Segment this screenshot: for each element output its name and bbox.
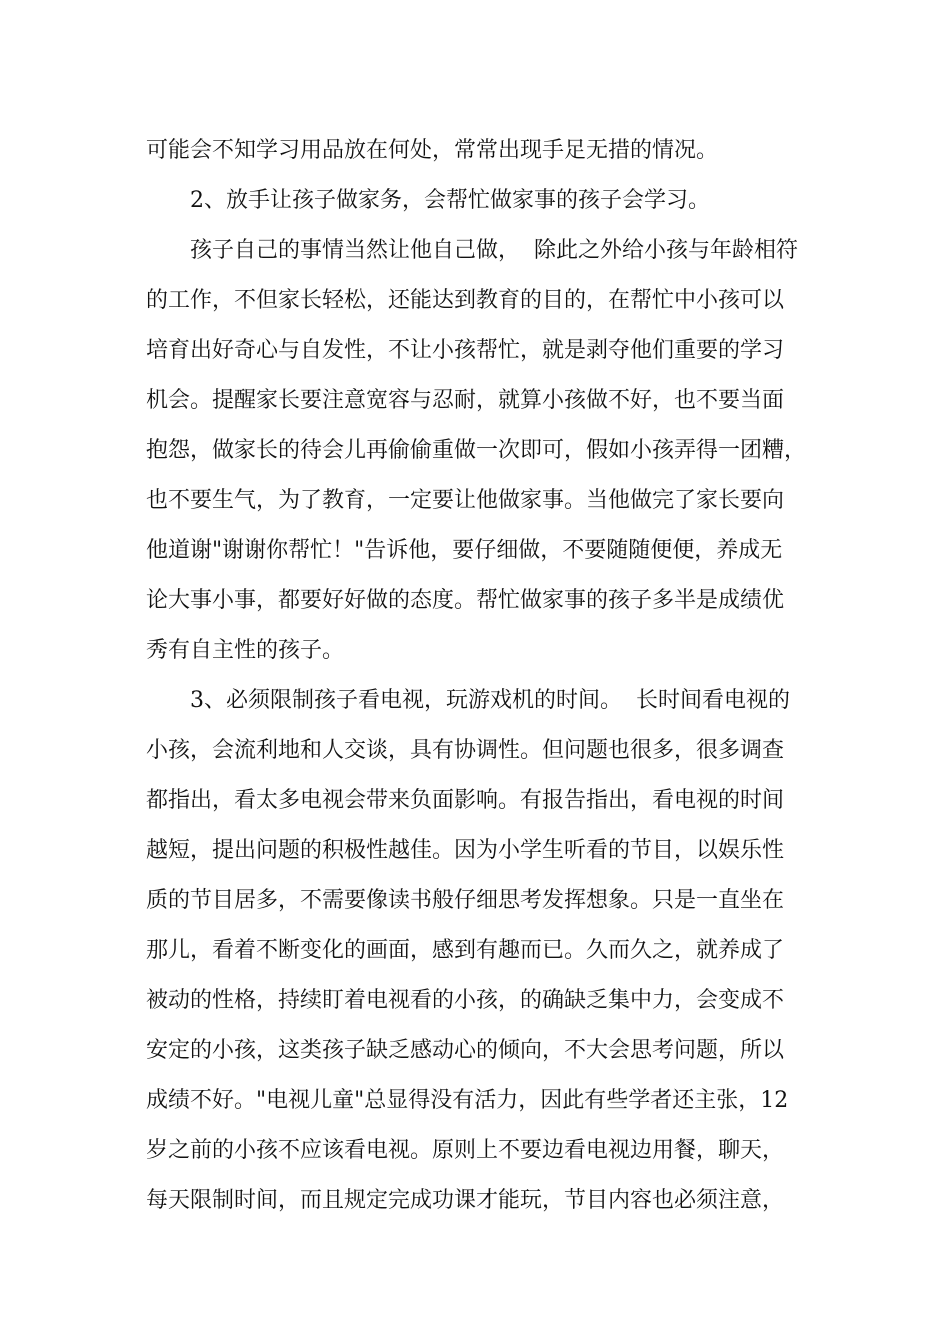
section-heading-3: 3、必须限制孩子看电视，玩游戏机的时间。 长时间看电视的: [190, 688, 790, 713]
paragraph-line: 培育出好奇心与自发性，不让小孩帮忙，就是剥夺他们重要的学习: [146, 338, 785, 363]
paragraph-line: 那儿，看着不断变化的画面，感到有趣而已。久而久之，就养成了: [146, 938, 785, 963]
paragraph-line: 岁之前的小孩不应该看电视。原则上不要边看电视边用餐，聊天，: [146, 1138, 785, 1163]
paragraph-line: 小孩，会流利地和人交谈，具有协调性。但问题也很多，很多调查: [146, 738, 785, 763]
paragraph-line: 每天限制时间，而且规定完成功课才能玩，节目内容也必须注意，: [146, 1188, 785, 1213]
paragraph-line: 孩子自己的事情当然让他自己做， 除此之外给小孩与年龄相符: [190, 238, 798, 263]
paragraph-line: 质的节目居多，不需要像读书般仔细思考发挥想象。只是一直坐在: [146, 888, 785, 913]
paragraph-line: 机会。提醒家长要注意宽容与忍耐，就算小孩做不好，也不要当面: [146, 388, 785, 413]
paragraph-line: 越短，提出问题的积极性越佳。因为小学生听看的节目，以娱乐性: [146, 838, 785, 863]
paragraph-line: 抱怨，做家长的待会儿再偷偷重做一次即可，假如小孩弄得一团糟，: [146, 438, 807, 463]
paragraph-line: 可能会不知学习用品放在何处，常常出现手足无措的情况。: [146, 138, 719, 163]
paragraph-line: 成绩不好。"电视儿童"总显得没有活力，因此有些学者还主张，12: [146, 1088, 789, 1113]
paragraph-line: 都指出，看太多电视会带来负面影响。有报告指出，看电视的时间: [146, 788, 785, 813]
paragraph-line: 也不要生气，为了教育，一定要让他做家事。当他做完了家长要向: [146, 488, 785, 513]
paragraph-line: 被动的性格，持续盯着电视看的小孩，的确缺乏集中力，会变成不: [146, 988, 785, 1013]
paragraph-line: 他道谢"谢谢你帮忙！"告诉他，要仔细做，不要随随便便，养成无: [146, 538, 783, 563]
paragraph-line: 安定的小孩，这类孩子缺乏感动心的倾向，不大会思考问题，所以: [146, 1038, 785, 1063]
paragraph-line: 秀有自主性的孩子。: [146, 638, 345, 663]
paragraph-line: 的工作，不但家长轻松，还能达到教育的目的，在帮忙中小孩可以: [146, 288, 785, 313]
paragraph-line: 论大事小事，都要好好做的态度。帮忙做家事的孩子多半是成绩优: [146, 588, 785, 613]
section-heading-2: 2、放手让孩子做家务，会帮忙做家事的孩子会学习。: [190, 188, 710, 213]
